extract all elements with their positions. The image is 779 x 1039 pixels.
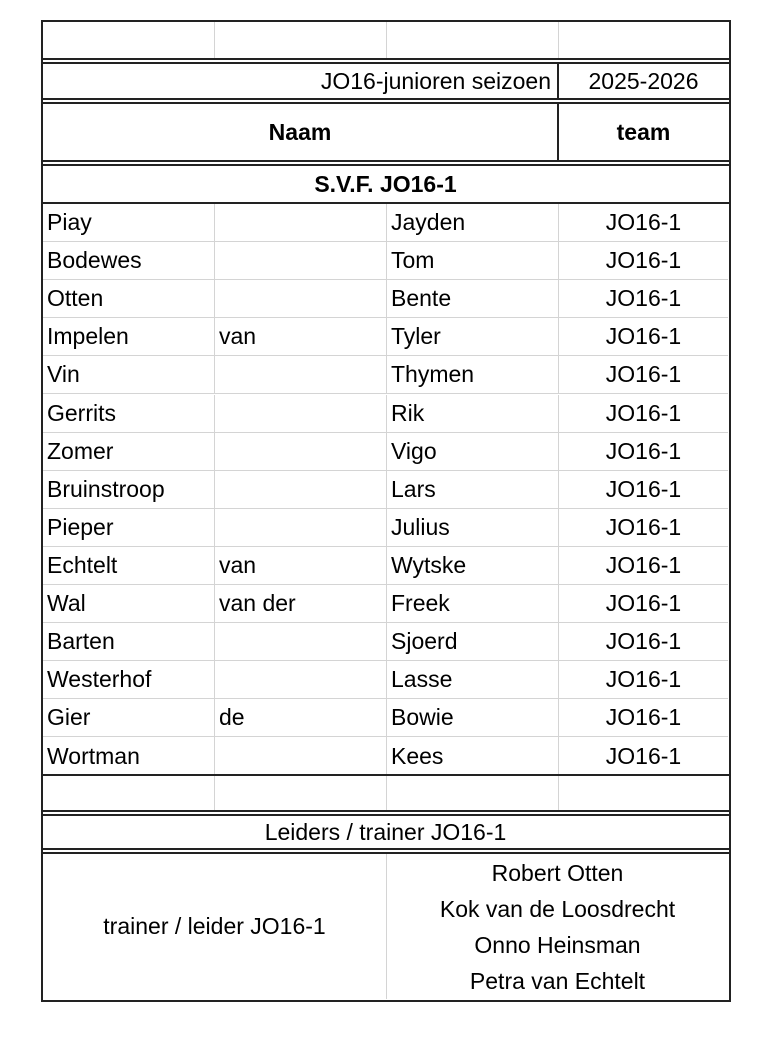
player-infix (215, 242, 387, 280)
player-team: JO16-1 (559, 318, 728, 356)
player-row (43, 242, 729, 280)
player-lastname: Echtelt (43, 547, 215, 585)
player-infix: van der (215, 585, 387, 623)
season-row (43, 64, 729, 98)
divider (43, 58, 729, 60)
player-infix (215, 661, 387, 699)
staff-row (43, 854, 729, 999)
player-lastname: Bruinstroop (43, 471, 215, 509)
empty-row-top (43, 22, 729, 58)
player-infix (215, 204, 387, 242)
player-row (43, 737, 729, 775)
player-infix (215, 471, 387, 509)
empty-row-bottom (43, 776, 729, 810)
player-lastname: Pieper (43, 509, 215, 547)
player-team: JO16-1 (559, 699, 728, 737)
player-team: JO16-1 (559, 433, 728, 471)
player-row (43, 585, 729, 623)
player-lastname: Barten (43, 623, 215, 661)
player-row (43, 356, 729, 394)
player-lastname: Gier (43, 699, 215, 737)
header-row (43, 104, 729, 160)
player-row (43, 509, 729, 547)
empty-cell (559, 22, 728, 58)
player-row (43, 547, 729, 585)
staff-names (387, 854, 728, 999)
player-firstname: Julius (387, 509, 559, 547)
player-firstname: Freek (387, 585, 559, 623)
player-team: JO16-1 (559, 356, 728, 394)
player-lastname: Wortman (43, 737, 215, 775)
player-row (43, 433, 729, 471)
empty-cell (215, 22, 387, 58)
staff-name: Robert Otten (491, 859, 624, 886)
player-row (43, 699, 729, 737)
player-firstname: Wytske (387, 547, 559, 585)
player-team: JO16-1 (559, 471, 728, 509)
player-firstname: Kees (387, 737, 559, 775)
empty-cell (43, 22, 215, 58)
player-lastname: Gerrits (43, 395, 215, 433)
player-lastname: Vin (43, 356, 215, 394)
player-row (43, 395, 729, 433)
player-row (43, 318, 729, 356)
player-row (43, 471, 729, 509)
player-infix (215, 433, 387, 471)
player-firstname: Rik (387, 395, 559, 433)
player-team: JO16-1 (559, 509, 728, 547)
player-lastname: Zomer (43, 433, 215, 471)
divider (43, 848, 729, 850)
player-infix: de (215, 699, 387, 737)
team-section-row (43, 166, 729, 202)
season-years: 2025-2026 (588, 67, 699, 94)
roster-sheet (41, 20, 731, 1002)
player-firstname: Bente (387, 280, 559, 318)
player-infix: van (215, 547, 387, 585)
player-team: JO16-1 (559, 547, 728, 585)
season-label: JO16-junioren seizoen (43, 64, 559, 98)
player-infix (215, 356, 387, 394)
staff-role-label: trainer / leider JO16-1 (43, 854, 387, 999)
player-infix (215, 509, 387, 547)
player-lastname: Piay (43, 204, 215, 242)
staff-name: Onno Heinsman (474, 931, 641, 958)
player-team: JO16-1 (559, 661, 728, 699)
player-firstname: Jayden (387, 204, 559, 242)
player-team: JO16-1 (559, 204, 728, 242)
staff-name: Petra van Echtelt (469, 967, 646, 994)
divider (43, 160, 729, 162)
player-firstname: Lasse (387, 661, 559, 699)
player-team: JO16-1 (559, 623, 728, 661)
empty-cell (43, 776, 215, 810)
player-firstname: Sjoerd (387, 623, 559, 661)
staff-heading-row (43, 816, 729, 848)
staff-heading: Leiders / trainer JO16-1 (264, 818, 507, 845)
player-team: JO16-1 (559, 242, 728, 280)
player-firstname: Tom (387, 242, 559, 280)
player-infix (215, 280, 387, 318)
player-firstname: Vigo (387, 433, 559, 471)
player-lastname: Bodewes (43, 242, 215, 280)
player-lastname: Otten (43, 280, 215, 318)
empty-cell (387, 776, 559, 810)
empty-cell (387, 22, 559, 58)
player-firstname: Bowie (387, 699, 559, 737)
player-row (43, 661, 729, 699)
divider (43, 810, 729, 812)
staff-name: Kok van de Loosdrecht (439, 895, 676, 922)
player-row (43, 623, 729, 661)
player-firstname: Tyler (387, 318, 559, 356)
empty-cell (215, 776, 387, 810)
player-lastname: Impelen (43, 318, 215, 356)
player-team: JO16-1 (559, 280, 728, 318)
player-infix (215, 737, 387, 775)
player-infix (215, 623, 387, 661)
player-infix: van (215, 318, 387, 356)
player-team: JO16-1 (559, 585, 728, 623)
player-lastname: Westerhof (43, 661, 215, 699)
player-infix (215, 395, 387, 433)
player-lastname: Wal (43, 585, 215, 623)
player-team: JO16-1 (605, 742, 682, 769)
player-firstname: Thymen (387, 356, 559, 394)
player-team: JO16-1 (559, 395, 728, 433)
team-section-label: S.V.F. JO16-1 (314, 170, 457, 197)
empty-cell (559, 776, 728, 810)
player-row (43, 204, 729, 242)
player-firstname: Lars (387, 471, 559, 509)
player-row (43, 280, 729, 318)
divider (43, 98, 729, 100)
team-header: team (616, 118, 671, 145)
naam-header: Naam (43, 104, 559, 160)
